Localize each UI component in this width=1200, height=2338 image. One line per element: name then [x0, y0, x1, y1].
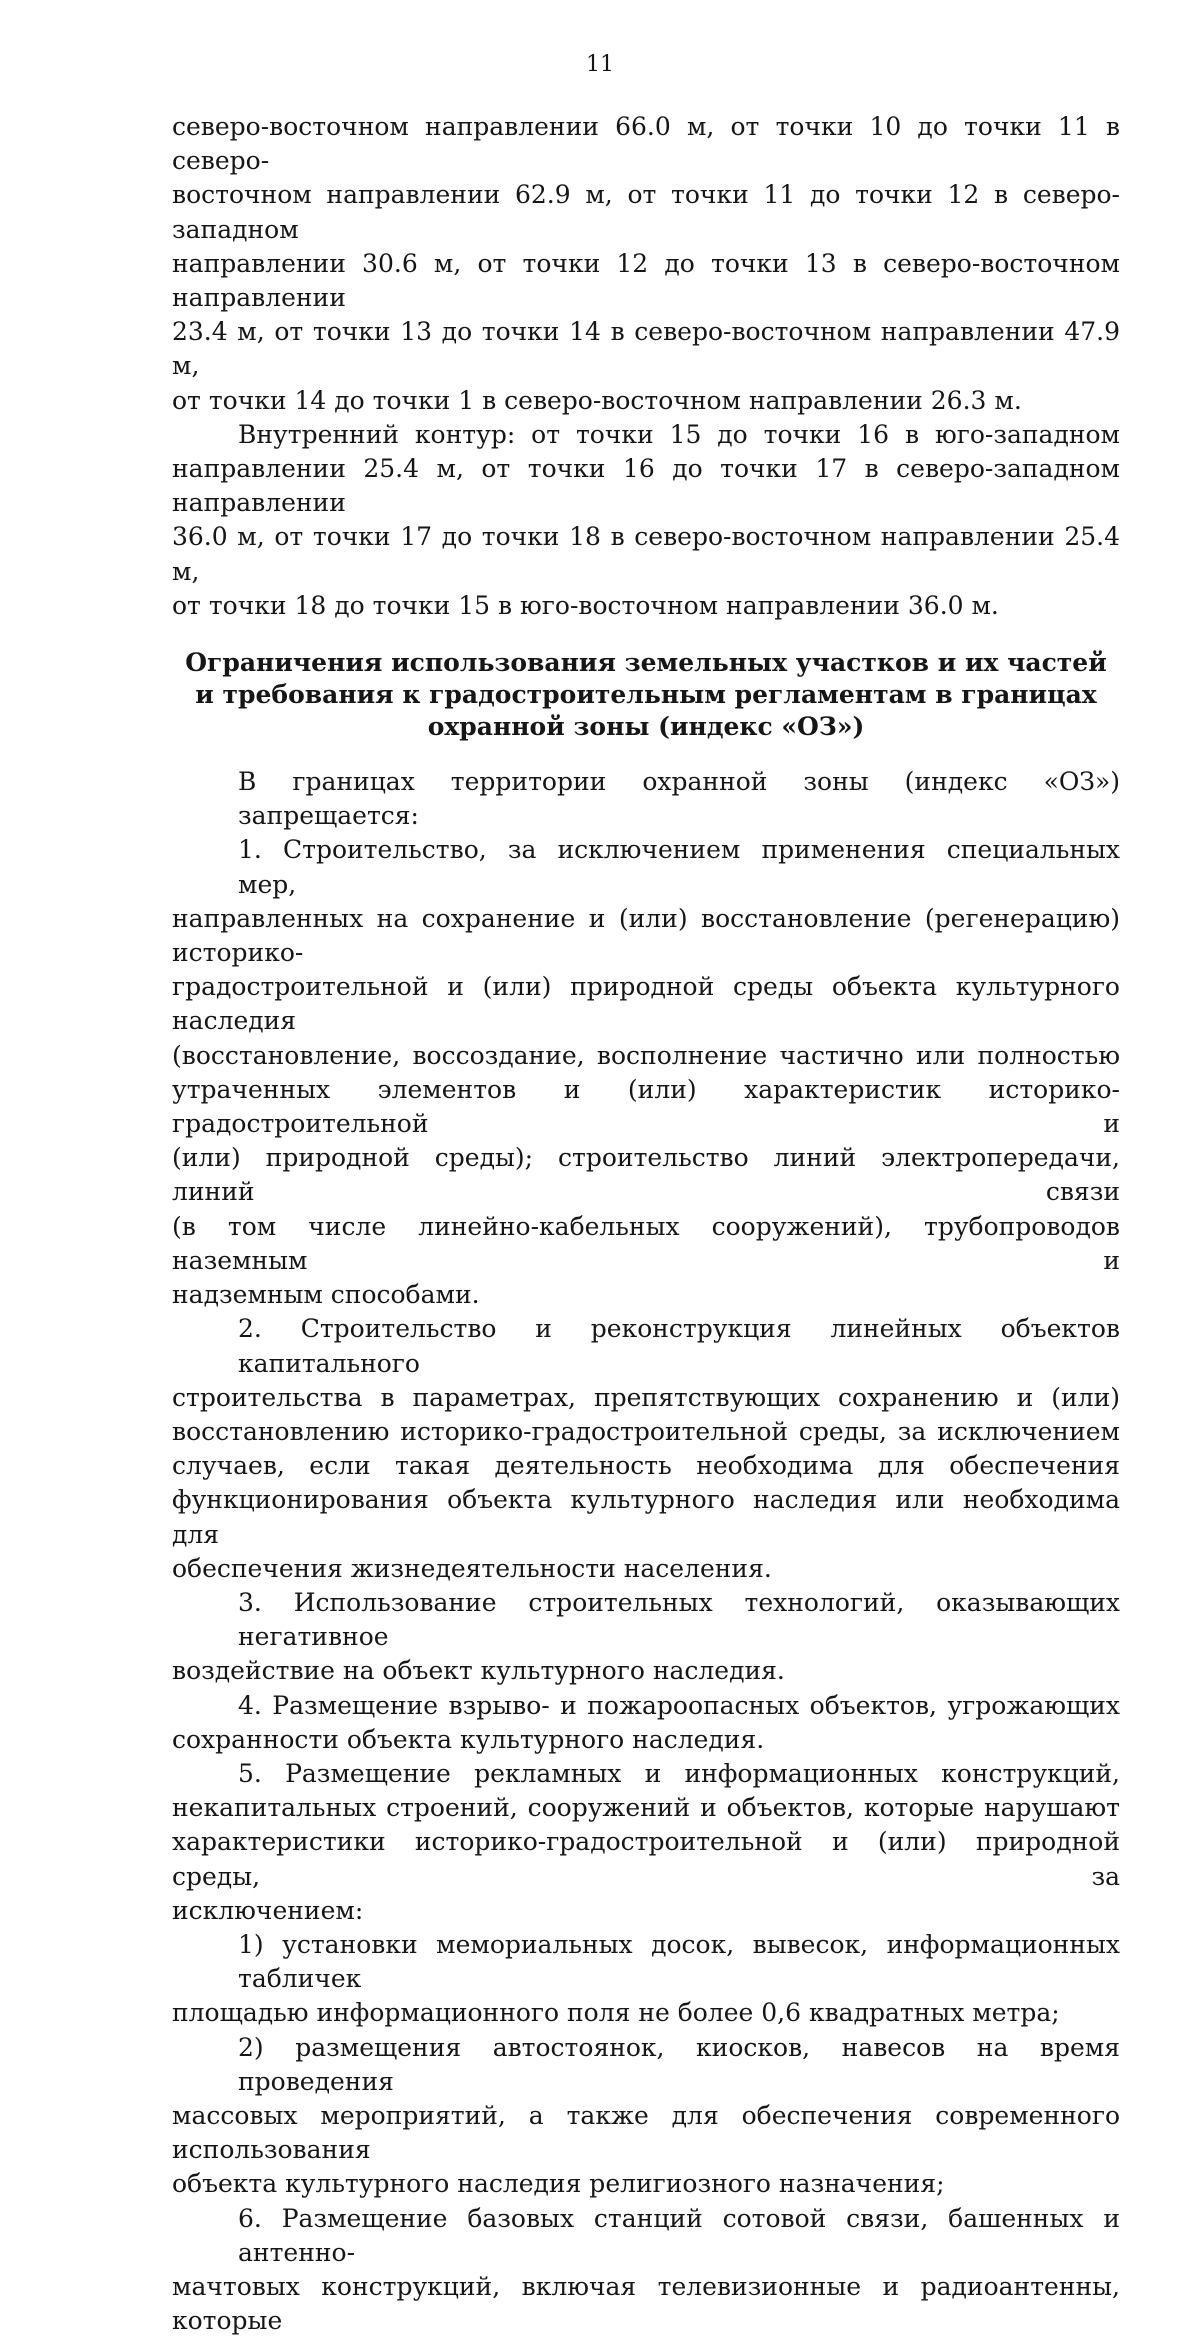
text-line: направлении 25.4 м, от точки 16 до точки 17 в северо-западном направлении [172, 454, 1120, 518]
text-line: 1. Строительство, за исключением применения специальных мер, [238, 835, 1120, 899]
text-line: северо-восточном направлении 66.0 м, от точки 10 до точки 11 в северо- [172, 112, 1120, 176]
text-line: массовых мероприятий, а также для обеспечения современного использования [172, 2100, 1120, 2165]
list-item-4 [172, 1689, 1120, 1757]
text-line: В границах территории охранной зоны (индекс «ОЗ») запрещается: [238, 767, 1120, 831]
text-line: характеристики историко-градостроительной и (или) природной среды, за [172, 1827, 1120, 1891]
text-line: охранной зоны (индекс «ОЗ») [427, 712, 865, 742]
text-line: направленных на сохранение и (или) восстановление (регенерацию) историко- [172, 903, 1120, 968]
text-line: направлении 30.6 м, от точки 12 до точки 13 в северо-восточном направлении [172, 248, 1120, 313]
text-line: площадью информационного поля не более 0,6 квадратных метра; [172, 1998, 1060, 2028]
text-line: объекта культурного наследия религиозного назначения; [172, 2169, 945, 2199]
text-line: 1) установки мемориальных досок, вывесок, информационных табличек [238, 1929, 1120, 1994]
text-line: сохранности объекта культурного наследия. [172, 1724, 765, 1754]
text-line: 2. Строительство и реконструкция линейных объектов капитального [238, 1314, 1120, 1378]
list-item-5 [172, 1757, 1120, 1928]
text-line: 6. Размещение базовых станций сотовой связи, башенных и антенно- [238, 2203, 1120, 2267]
text-line: исключением: [172, 1895, 364, 1925]
page-number: 11 [586, 52, 614, 77]
paragraph-inner-contour [172, 418, 1120, 623]
list-item-5-sub-2 [172, 2031, 1120, 2202]
paragraph-intro [172, 765, 1120, 833]
text-line: Ограничения использования земельных участков и их частей [185, 648, 1107, 678]
section-heading [172, 647, 1120, 743]
text-line: восстановлению историко-градостроительной среды, за исключением [172, 1416, 1120, 1446]
text-line: градостроительной и (или) природной среды объекта культурного наследия [172, 972, 1120, 1036]
text-line: Внутренний контур: от точки 15 до точки 16 в юго-западном [238, 419, 1120, 449]
text-line: надземным способами. [172, 1280, 480, 1310]
list-item-3 [172, 1586, 1120, 1689]
text-line: 3. Использование строительных технологий, оказывающих негативное [238, 1587, 1120, 1652]
text-line: восточном направлении 62.9 м, от точки 11 до точки 12 в северо-западном [172, 180, 1120, 244]
text-line: от точки 18 до точки 15 в юго-восточном направлении 36.0 м. [172, 590, 999, 620]
text-line: функционирования объекта культурного наследия или необходима для [172, 1485, 1120, 1549]
text-line: (или) природной среды); строительство линий электропередачи, линий связи [172, 1143, 1120, 1207]
list-item-6 [172, 2202, 1120, 2338]
text-line: воздействие на объект культурного наследия. [172, 1656, 785, 1686]
text-line: мачтовых конструкций, включая телевизионные и радиоантенны, которые [172, 2271, 1120, 2336]
text-line: 4. Размещение взрыво- и пожароопасных объектов, угрожающих [238, 1690, 1120, 1720]
text-line: (восстановление, воссоздание, восполнение частично или полностью [172, 1040, 1120, 1070]
list-item-1 [172, 833, 1120, 1312]
text-line: (в том числе линейно-кабельных сооружений), трубопроводов наземным и [172, 1211, 1120, 1275]
text-line: 36.0 м, от точки 17 до точки 18 в северо-восточном направлении 25.4 м, [172, 522, 1120, 586]
paragraph-continuation [172, 110, 1120, 418]
text-line: строительства в параметрах, препятствующих сохранению и (или) [172, 1382, 1120, 1412]
text-line: 23.4 м, от точки 13 до точки 14 в северо-восточном направлении 47.9 м, [172, 317, 1120, 381]
text-line: от точки 14 до точки 1 в северо-восточном направлении 26.3 м. [172, 385, 1022, 415]
text-line: обеспечения жизнедеятельности населения. [172, 1553, 772, 1583]
text-line: утраченных элементов и (или) характеристик историко-градостроительной и [172, 1074, 1120, 1139]
text-line: случаев, если такая деятельность необходима для обеспечения [172, 1451, 1120, 1481]
list-item-5-sub-1 [172, 1928, 1120, 2031]
text-line: некапитальных строений, сооружений и объектов, которые нарушают [172, 1793, 1120, 1823]
text-line: 2) размещения автостоянок, киосков, навесов на время проведения [238, 2032, 1120, 2096]
list-item-2 [172, 1312, 1120, 1586]
text-line: 5. Размещение рекламных и информационных конструкций, [238, 1758, 1120, 1788]
text-line: и требования к градостроительным регламентам в границах [195, 680, 1097, 710]
document-body [172, 110, 1120, 2338]
